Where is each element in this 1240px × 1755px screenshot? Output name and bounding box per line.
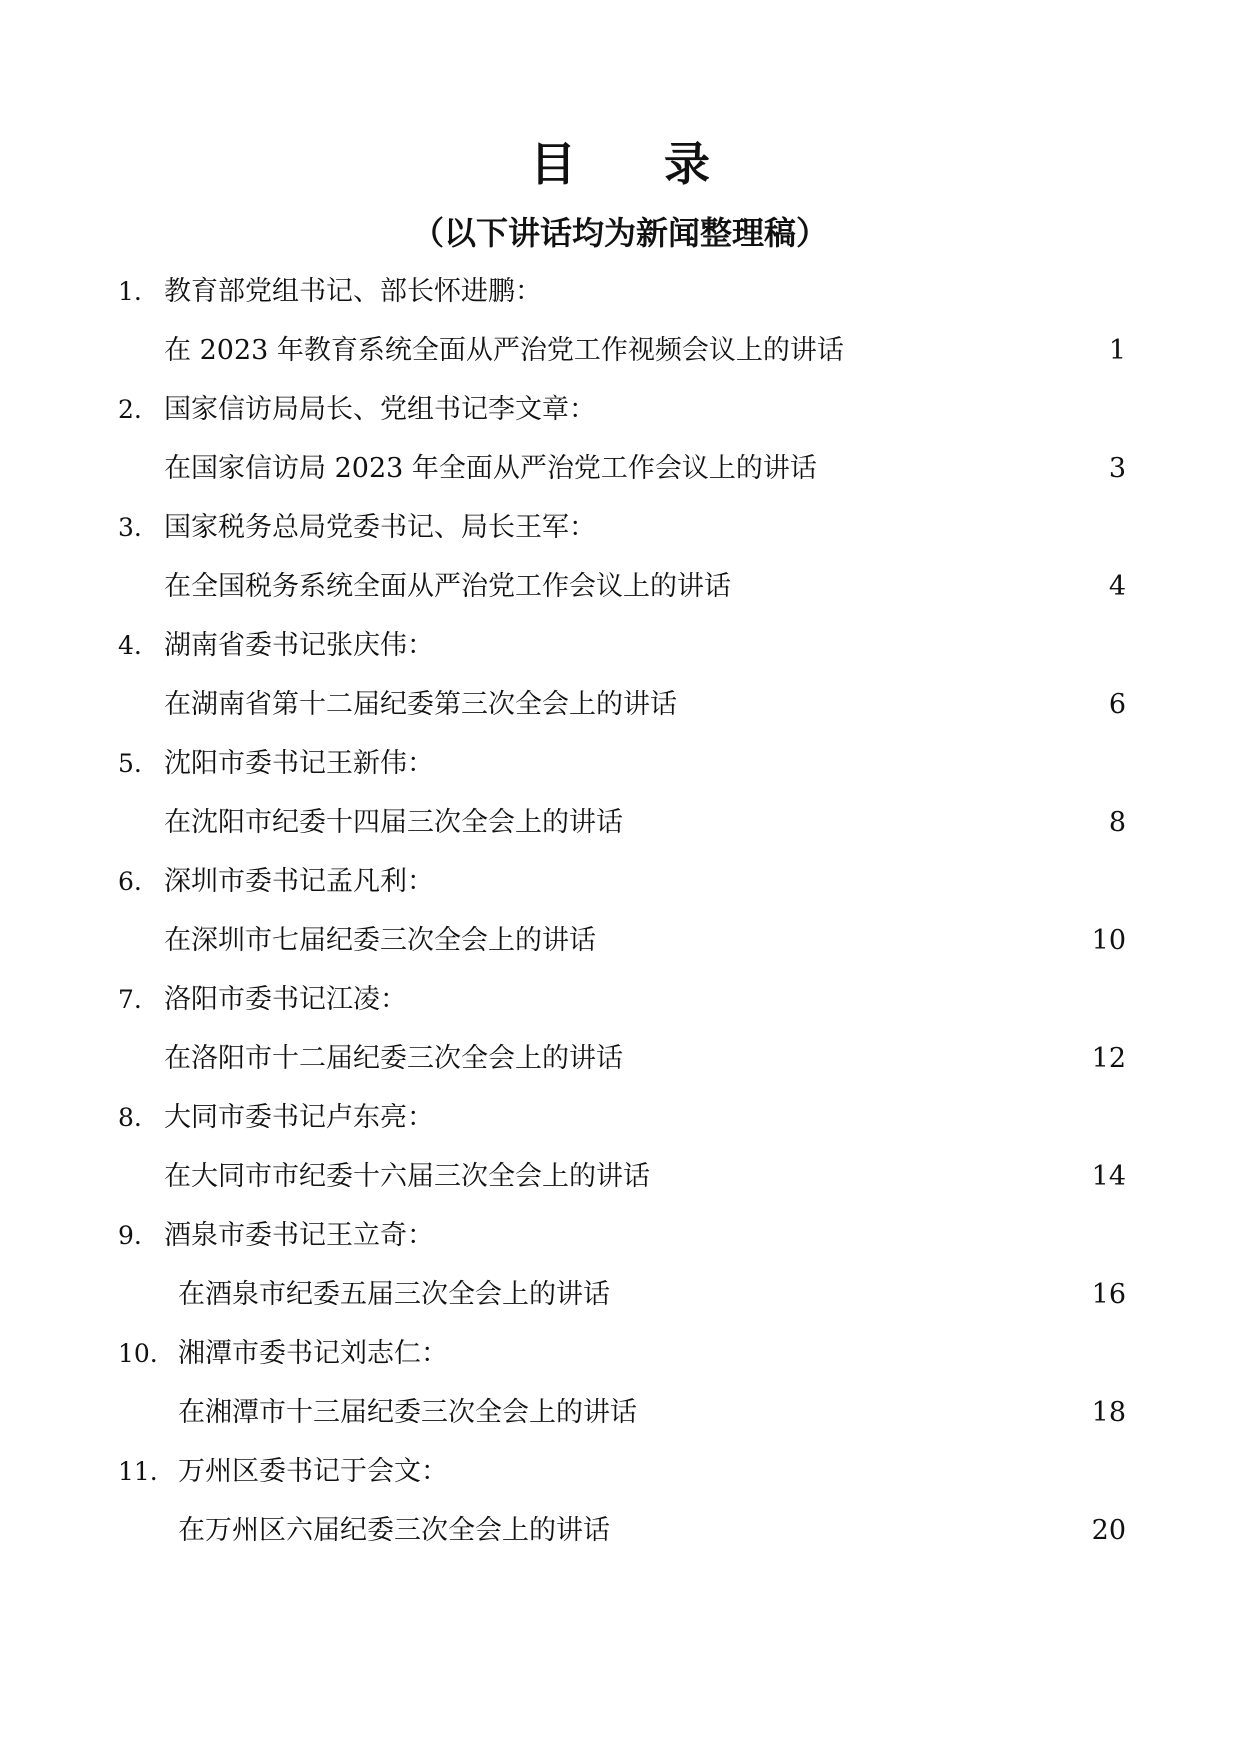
toc-entry-number: 4. <box>118 631 142 660</box>
page-title: 目 录 <box>529 137 746 191</box>
toc-entry-speaker: 湖南省委书记张庆伟： <box>164 630 434 661</box>
toc-entry-number: 2. <box>118 395 142 424</box>
toc-entry-talk-title: 在湖南省第十二届纪委第三次全会上的讲话 <box>164 689 677 720</box>
toc-entry-number: 1. <box>118 277 142 306</box>
toc-entry-11 <box>0 1442 1240 1560</box>
toc-entry-page-number: 8 <box>1108 807 1126 838</box>
toc-entry-speaker: 深圳市委书记孟凡利： <box>164 866 434 897</box>
toc-entry-speaker: 洛阳市委书记江凌： <box>164 984 407 1015</box>
toc-entry-4 <box>0 616 1240 734</box>
page-subtitle: （以下讲话均为新闻整理稿） <box>411 214 828 252</box>
toc-entry-talk-title: 在国家信访局 2023 年全面从严治党工作会议上的讲话 <box>164 453 817 484</box>
toc-entry-2 <box>0 380 1240 498</box>
toc-entry-number: 7. <box>118 985 142 1014</box>
toc-entry-5 <box>0 734 1240 852</box>
toc-entry-page-number: 4 <box>1108 571 1126 602</box>
toc-entry-speaker: 酒泉市委书记王立奇： <box>164 1220 434 1251</box>
toc-entry-speaker: 大同市委书记卢东亮： <box>164 1102 434 1133</box>
toc-entry-talk-title: 在全国税务系统全面从严治党工作会议上的讲话 <box>164 571 731 602</box>
toc-entry-page-number: 10 <box>1091 925 1126 956</box>
toc-entry-talk-title: 在洛阳市十二届纪委三次全会上的讲话 <box>164 1043 623 1074</box>
toc-entry-8 <box>0 1088 1240 1206</box>
toc-entry-page-number: 14 <box>1091 1161 1126 1192</box>
toc-entry-talk-title: 在湘潭市十三届纪委三次全会上的讲话 <box>178 1397 637 1428</box>
toc-entry-talk-title: 在沈阳市纪委十四届三次全会上的讲话 <box>164 807 623 838</box>
toc-entry-number: 10. <box>118 1339 158 1368</box>
toc-entry-3 <box>0 498 1240 616</box>
toc-entry-talk-title: 在深圳市七届纪委三次全会上的讲话 <box>164 925 596 956</box>
toc-entry-speaker: 国家信访局局长、党组书记李文章： <box>164 394 596 425</box>
toc-entry-speaker: 湘潭市委书记刘志仁： <box>178 1338 448 1369</box>
toc-entry-9 <box>0 1206 1240 1324</box>
toc-entry-page-number: 18 <box>1091 1397 1126 1428</box>
toc-entry-speaker: 国家税务总局党委书记、局长王军： <box>164 512 596 543</box>
toc-entry-number: 11. <box>118 1457 158 1486</box>
toc-entry-talk-title: 在万州区六届纪委三次全会上的讲话 <box>178 1515 610 1546</box>
toc-entry-speaker: 万州区委书记于会文： <box>178 1456 448 1487</box>
toc-entry-speaker: 教育部党组书记、部长怀进鹏： <box>164 276 542 307</box>
toc-entry-page-number: 16 <box>1091 1279 1126 1310</box>
toc-entry-number: 9. <box>118 1221 142 1250</box>
toc-entry-talk-title: 在 2023 年教育系统全面从严治党工作视频会议上的讲话 <box>164 335 844 366</box>
toc-entry-number: 5. <box>118 749 142 778</box>
toc-entry-talk-title: 在大同市市纪委十六届三次全会上的讲话 <box>164 1161 650 1192</box>
toc-entry-6 <box>0 852 1240 970</box>
toc-entry-number: 8. <box>118 1103 142 1132</box>
toc-entry-number: 3. <box>118 513 142 542</box>
table-of-contents <box>0 262 1240 1560</box>
toc-entry-number: 6. <box>118 867 142 896</box>
toc-entry-page-number: 20 <box>1091 1515 1126 1546</box>
toc-entry-page-number: 1 <box>1108 335 1126 366</box>
toc-entry-1 <box>0 262 1240 380</box>
toc-entry-page-number: 12 <box>1091 1043 1126 1074</box>
toc-entry-7 <box>0 970 1240 1088</box>
toc-entry-talk-title: 在酒泉市纪委五届三次全会上的讲话 <box>178 1279 610 1310</box>
toc-entry-page-number: 6 <box>1108 689 1126 720</box>
toc-entry-10 <box>0 1324 1240 1442</box>
toc-entry-page-number: 3 <box>1108 453 1126 484</box>
toc-entry-speaker: 沈阳市委书记王新伟： <box>164 748 434 779</box>
